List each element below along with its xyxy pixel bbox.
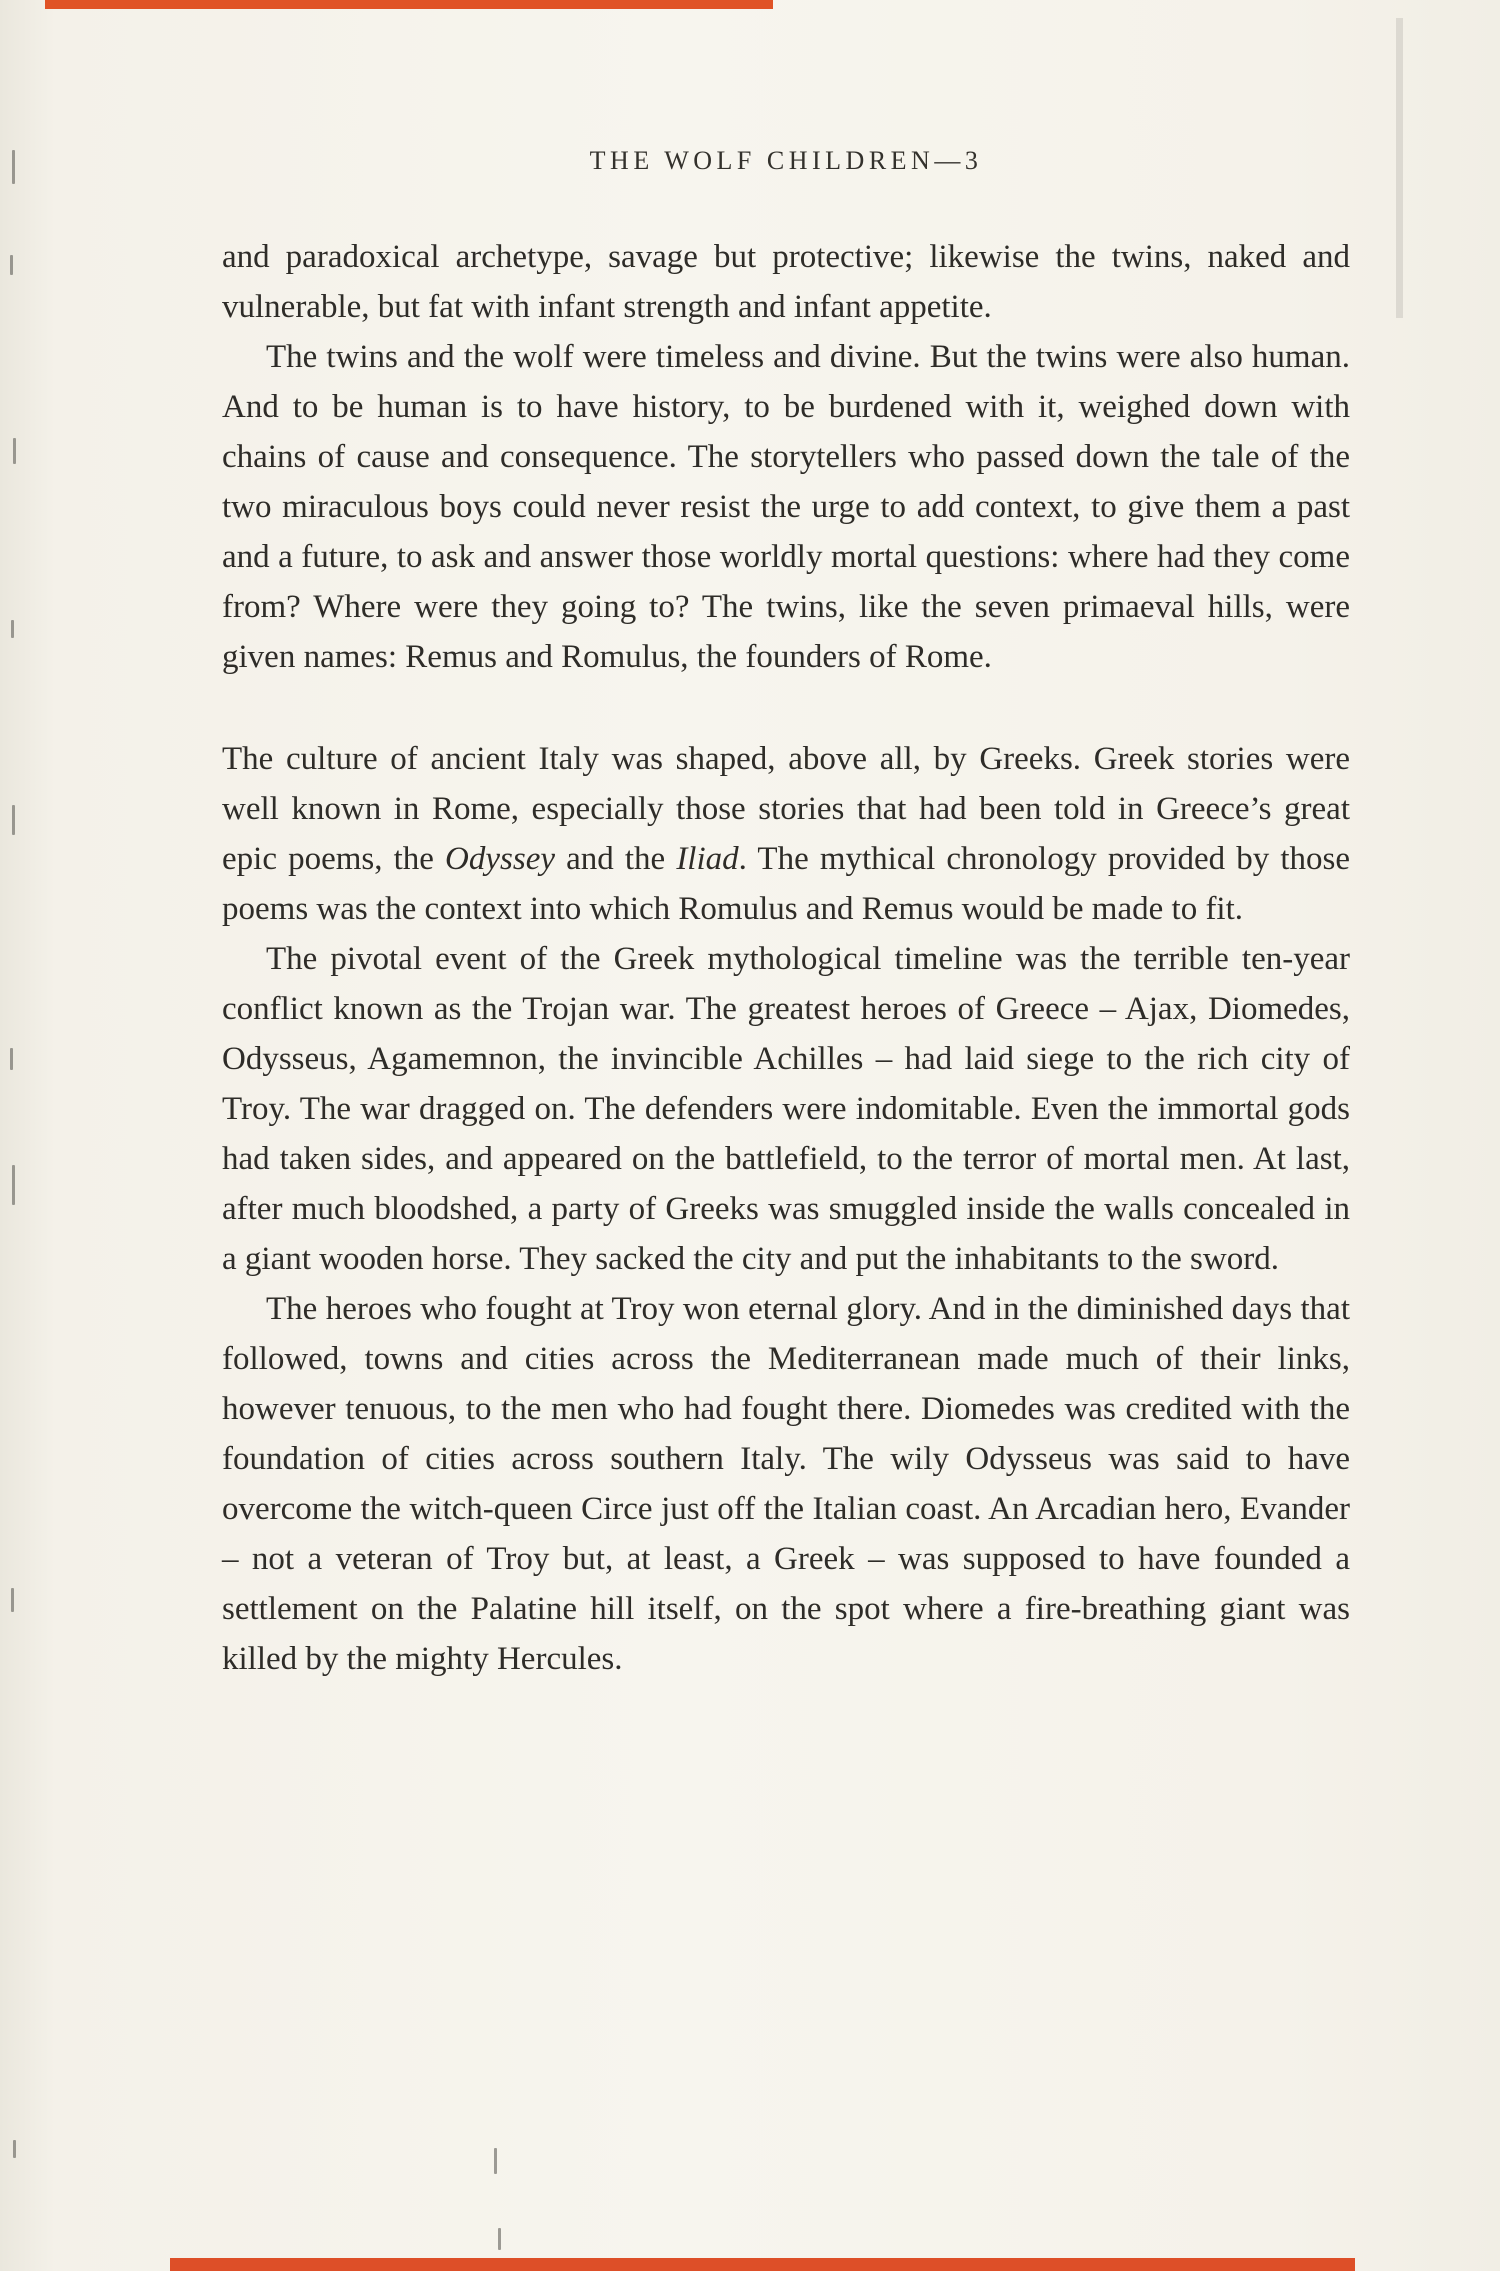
body-run: and paradoxical archetype, savage but protective; likewise the twins, naked and vulnerable, but fat with infant strength and infant appetite. <box>222 239 1350 325</box>
binding-mark <box>494 2148 497 2174</box>
body-run: The pivotal event of the Greek mythological timeline was the terrible ten-year conflict known as the Trojan war. The greatest heroes of Greece – Ajax, Diomedes, Odysseus, Agamemnon, the invincible Achilles – had laid siege to the rich city of Troy. The war dragged on. The defenders were indomitable. Even the immortal gods had taken sides, and appeared on the battlefield, to the terror of mortal men. At last, after much bloodshed, a party of Greeks was smuggled inside the walls concealed in a giant wooden horse. They sacked the city and put the inhabitants to the sword. <box>222 941 1350 1277</box>
paragraph <box>222 332 1350 682</box>
body-text <box>222 232 1350 1684</box>
binding-mark <box>13 2140 16 2158</box>
body-run: and the <box>555 841 677 877</box>
page-edge-strip-bottom <box>170 2258 1355 2271</box>
paragraph <box>222 232 1350 332</box>
body-run: The twins and the wolf were timeless and divine. But the twins were also human. And to be human is to have history, to be burdened with it, weighed down with chains of cause and consequence. The storytellers who passed down the tale of the two miraculous boys could never resist the urge to add context, to give them a past and a future, to ask and answer those worldly mortal questions: where had they come from? Where were they going to? The twins, like the seven primaeval hills, were given names: Remus and Romulus, the founders of Rome. <box>222 339 1350 675</box>
binding-mark <box>498 2228 501 2250</box>
running-header: THE WOLF CHILDREN—3 <box>589 146 983 175</box>
binding-mark <box>11 620 14 638</box>
body-run: The heroes who fought at Troy won eternal glory. And in the diminished days that followed, towns and cities across the Mediterranean made much of their links, however tenuous, to the men who had fought there. Diomedes was credited with the foundation of cities across southern Italy. The wily Odysseus was said to have overcome the witch-queen Circe just off the Italian coast. An Arcadian hero, Evander – not a veteran of Troy but, at least, a Greek – was supposed to have founded a settlement on the Palatine hill itself, on the spot where a fire-breathing giant was killed by the mighty Hercules. <box>222 1291 1350 1677</box>
paragraph <box>222 934 1350 1284</box>
binding-mark <box>10 255 13 275</box>
binding-mark <box>11 1588 14 1612</box>
italic-title-text: Iliad <box>676 841 739 877</box>
binding-mark <box>12 150 15 184</box>
paragraph <box>222 734 1350 934</box>
body-run: The culture of ancient Italy was shaped, above all, by Greeks. Greek stories were well known in Rome, especially those stories that had been told in Greece’s great epic poems, the <box>222 741 1350 877</box>
italic-title-text: Odyssey <box>445 841 555 877</box>
binding-mark <box>13 438 16 464</box>
page-edge-strip-top <box>45 0 773 9</box>
paragraph <box>222 1284 1350 1684</box>
binding-mark <box>12 1165 15 1205</box>
binding-mark <box>10 1048 13 1070</box>
scanner-streak <box>1396 18 1403 318</box>
binding-mark <box>12 805 15 835</box>
body-run: . The mythical chronology provided by those poems was the context into which Romulus and Remus would be made to fit. <box>222 841 1351 927</box>
